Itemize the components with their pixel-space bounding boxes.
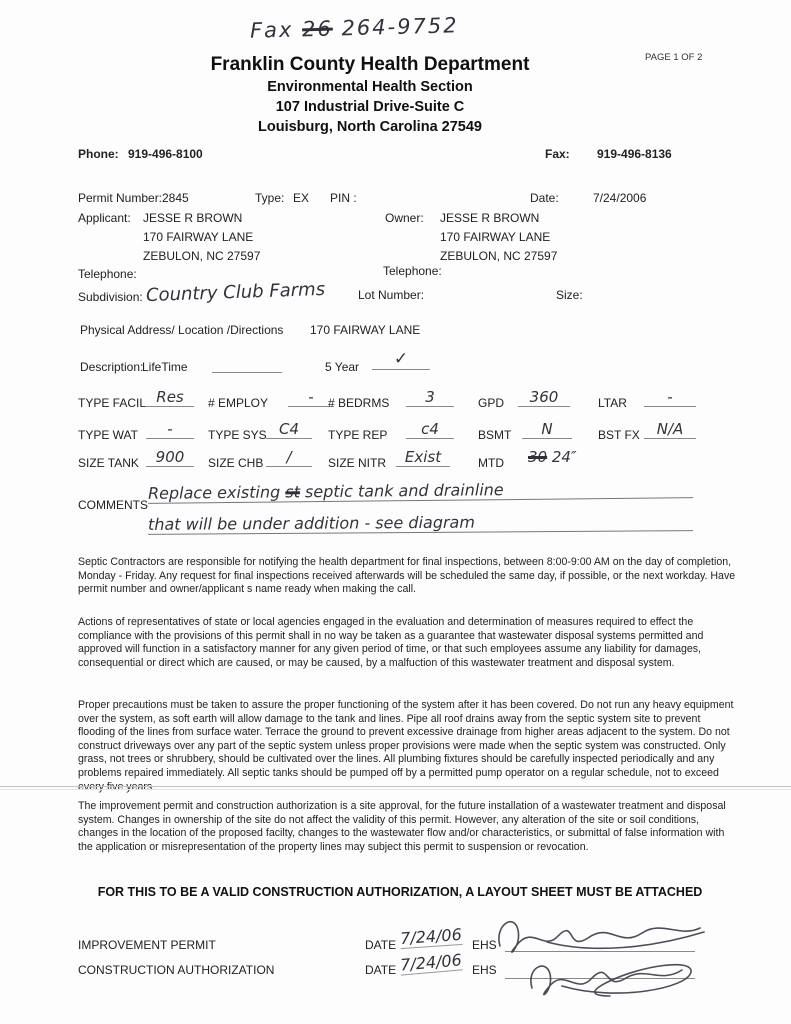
- size-chb-value: /: [266, 448, 312, 467]
- department-subtitle: Environmental Health Section: [267, 79, 473, 95]
- lifetime-label: LifeTime: [142, 360, 188, 374]
- physical-address-value: 170 FAIRWAY LANE: [310, 323, 421, 337]
- owner-label: Owner:: [385, 211, 424, 225]
- applicant-address-1: 170 FAIRWAY LANE: [143, 230, 254, 244]
- permit-type-value: EX: [293, 191, 310, 205]
- mtd-label: MTD: [478, 456, 504, 470]
- subdivision-value-handwritten: Country Club Farms: [145, 278, 326, 307]
- department-title: Franklin County Health Department: [210, 54, 530, 75]
- ehs-signatures: [492, 908, 712, 1013]
- improvement-permit-label: IMPROVEMENT PERMIT: [78, 938, 216, 952]
- authorization-heading: FOR THIS TO BE A VALID CONSTRUCTION AUTHORIZATION, A LAYOUT SHEET MUST BE ATTACHED: [97, 885, 703, 899]
- employ-label: # EMPLOY: [208, 396, 269, 410]
- type-sys-label: TYPE SYS: [208, 428, 267, 442]
- bsmt-value: N: [522, 420, 572, 439]
- improvement-date-value-handwritten: 7/24/06: [399, 924, 463, 949]
- five-year-mark-handwritten: ✓: [372, 349, 430, 370]
- bedrms-value: 3: [406, 388, 454, 407]
- ltar-label: LTAR: [598, 396, 627, 410]
- handwritten-fax-note: [250, 13, 459, 42]
- size-label: Size:: [556, 288, 583, 302]
- size-chb-label: SIZE CHB: [208, 456, 264, 470]
- size-nitr-label: SIZE NITR: [328, 456, 387, 470]
- scan-divider-line: [0, 786, 791, 790]
- type-sys-value: C4: [266, 420, 312, 439]
- construction-date-value-handwritten: 7/24/06: [399, 950, 463, 975]
- fax-note-prefix: Fax: [249, 17, 294, 43]
- applicant-address-2: ZEBULON, NC 27597: [143, 249, 261, 263]
- paragraph-proper-precautions: Proper precautions must be taken to assure the proper functioning of the system after it has been covered. Do not run any heavy equipment over the system, as soft earth will allow damage to the tank and lines. Pipe all roof drains away from the septic system site to prevent flooding of the lines from surface water. Terrace the ground to prevent excessive drainage from higher areas adjacent to the system. Do not construct driveways over any part of the septic system unless proper provisions were made when the septic system was constructed. Only grass, not trees or shrubbery, should be cultivated over the lines. All plumbing fixtures should be carefully inspected periodically and any problems repaired immediately. All septic tanks should be pumped off by a permitted pump operator on a regular schedule, not to exceed every five years.: [78, 699, 734, 793]
- permit-number-value: 2845: [162, 191, 189, 205]
- type-wat-value: -: [146, 420, 194, 439]
- permit-number-label: Permit Number:: [78, 191, 163, 205]
- size-tank-label: SIZE TANK: [78, 456, 139, 470]
- construction-ehs-label: EHS: [472, 963, 497, 977]
- subdivision-label: Subdivision:: [78, 290, 143, 304]
- signature-construction: [531, 966, 682, 995]
- permit-date-value: 7/24/2006: [593, 191, 647, 205]
- gpd-value: 360: [518, 388, 570, 407]
- mtd-struck-value: 30: [528, 448, 548, 466]
- fax-label: Fax:: [545, 147, 570, 161]
- employ-value: -: [288, 388, 334, 407]
- paragraph-final-inspections: Septic Contractors are responsible for notifying the health department for final inspections, between 8:00-9:00 AM on the day of completion, Monday - Friday. Any request for final inspections received afterwards will be scheduled the same day, if possible, or the next workday. Have permit number and owner/applicant s name ready when making the call.: [78, 556, 736, 596]
- improvement-ehs-label: EHS: [472, 938, 497, 952]
- bsmt-label: BSMT: [478, 428, 512, 442]
- fax-note-struck: 26: [301, 16, 334, 42]
- department-address-line2: Louisburg, North Carolina 27549: [258, 119, 482, 135]
- comments-line-2: that will be under addition - see diagram: [148, 511, 693, 535]
- mtd-value: [528, 448, 577, 466]
- mtd-final-value: 24″: [551, 448, 577, 466]
- bedrms-label: # BEDRMS: [328, 396, 390, 410]
- pin-label: PIN :: [330, 191, 357, 205]
- comments-line1-struck: st: [285, 482, 301, 502]
- type-facil-value: Res: [146, 388, 194, 407]
- five-year-label: 5 Year: [325, 360, 360, 374]
- owner-address-1: 170 FAIRWAY LANE: [440, 230, 551, 244]
- header: [100, 54, 640, 135]
- comments-label: COMMENTS: [78, 498, 148, 512]
- size-nitr-value: Exist: [396, 448, 450, 467]
- gpd-label: GPD: [478, 396, 505, 410]
- comments-line1-pre: Replace existing: [147, 482, 281, 503]
- fax-value: 919-496-8136: [597, 147, 672, 161]
- construction-authorization-label: CONSTRUCTION AUTHORIZATION: [78, 963, 275, 977]
- comments-line1-post: septic tank and drainline: [304, 480, 504, 502]
- paragraph-site-approval: The improvement permit and construction authorization is a site approval, for the future installation of a wastewater treatment and disposal system. Changes in ownership of the site do not affect the validity of this permit. However, any alteration of the site or soil conditions, changes in the location of the proposed facilty, changes to the wastewater flow and/or characteristics, or submittal of false information with the application or misrepresentation of the property lines may subject this permit to suspension or revocation.: [78, 800, 726, 853]
- department-address-line1: 107 Industrial Drive-Suite C: [275, 99, 465, 115]
- fax-note-number: 264-9752: [341, 13, 459, 41]
- type-wat-label: TYPE WAT: [78, 428, 138, 442]
- lifetime-blank: [212, 356, 282, 373]
- permit-date-label: Date:: [530, 191, 559, 205]
- type-rep-value: c4: [406, 420, 454, 439]
- type-facil-label: TYPE FACIL: [78, 396, 147, 410]
- permit-type-label: Type:: [255, 191, 285, 205]
- owner-name: JESSE R BROWN: [440, 211, 540, 225]
- ltar-value: -: [644, 388, 696, 407]
- paragraph-agency-liability: Actions of representatives of state or local agencies engaged in the evaluation and determination of measures required to effect the compliance with the provisions of this permit shall in no way be taken as a guarantee that wastewater disposal systems permitted and approved will function in a satisfactory manner for any given period of time, or that such employees assume any liability for damages, consequential or direct which are caused, or may be caused, by a malfuction of this wastewater treatment and disposal system.: [78, 616, 704, 669]
- bst-fx-label: BST FX: [598, 428, 640, 442]
- improvement-date-label: DATE: [365, 938, 397, 952]
- type-rep-label: TYPE REP: [328, 428, 388, 442]
- owner-address-2: ZEBULON, NC 27597: [440, 249, 558, 263]
- phone-label: Phone:: [78, 147, 119, 161]
- applicant-name: JESSE R BROWN: [143, 211, 243, 225]
- lot-number-label: Lot Number:: [358, 288, 425, 302]
- phone-value: 919-496-8100: [128, 147, 203, 161]
- size-tank-value: 900: [146, 448, 194, 467]
- construction-date-label: DATE: [365, 963, 397, 977]
- applicant-telephone-label: Telephone:: [78, 267, 137, 281]
- comments-line-1: [148, 478, 693, 504]
- physical-address-label: Physical Address/ Location /Directions: [80, 323, 284, 337]
- bst-fx-value: N/A: [644, 420, 696, 439]
- applicant-label: Applicant:: [78, 211, 131, 225]
- description-label: Description:: [80, 360, 144, 374]
- page-indicator: PAGE 1 OF 2: [645, 52, 703, 63]
- owner-telephone-label: Telephone:: [383, 264, 442, 278]
